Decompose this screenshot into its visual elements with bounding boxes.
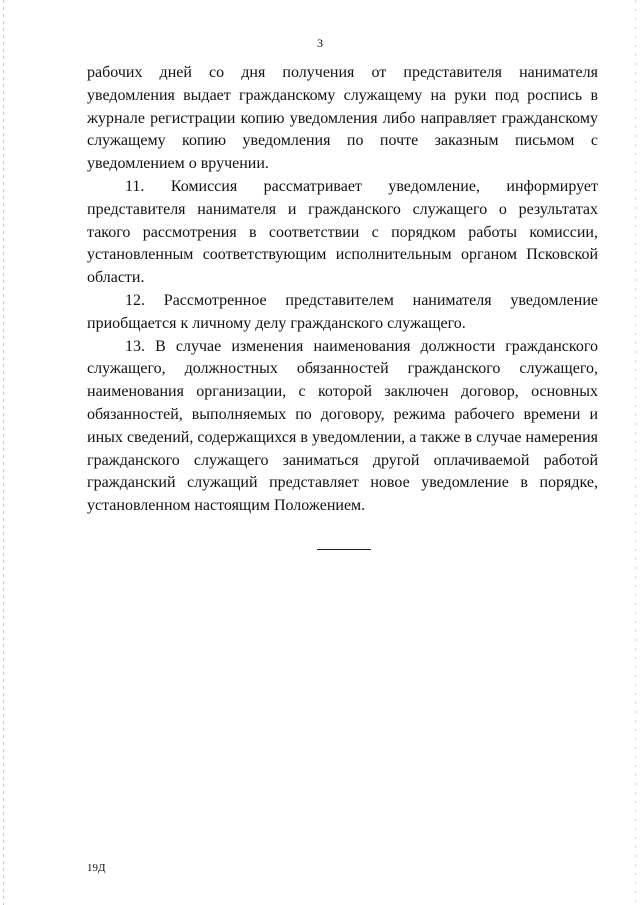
paragraph-13: 13. В случае изменения наименования должности гражданского служащего, должностных обязанностей гражданского служащего, наименования организации, с которой заключен договор, основных обязанностей, выполняемых по договору, режима рабочего времени и иных сведений, содержащихся в уведомлении, а также в случае намерения гражданского служащего заниматься другой оплачиваемой работой гражданский служащий представляет новое уведомление в порядке, установленном настоящим Положением. — [87, 337, 598, 515]
paragraph-continuation: рабочих дней со дня получения от представителя нанимателя уведомления выдает гражданскому служащему на руки под роспись в журнале регистрации копию уведомления либо направляет гражданскому служащему копию уведомления по почте заказным письмом с уведомлением о вручении. — [87, 64, 598, 173]
scan-edge-left — [3, 0, 4, 905]
paragraph-12: 12. Рассмотренное представителем нанимателя уведомление приобщается к личному делу гражданского служащего. — [87, 291, 598, 332]
paragraph-11: 11. Комиссия рассматривает уведомление, информирует представителя нанимателя и гражданского служащего о результатах такого рассмотрения в соответствии с порядком работы комиссии, установленным соответствующим исполнительным органом Псковской области. — [87, 177, 598, 287]
end-divider-line — [317, 549, 371, 550]
footer-code: 19Д — [87, 862, 106, 874]
scan-edge-right — [635, 0, 636, 905]
document-body — [87, 62, 598, 518]
page-number: 3 — [317, 36, 323, 50]
